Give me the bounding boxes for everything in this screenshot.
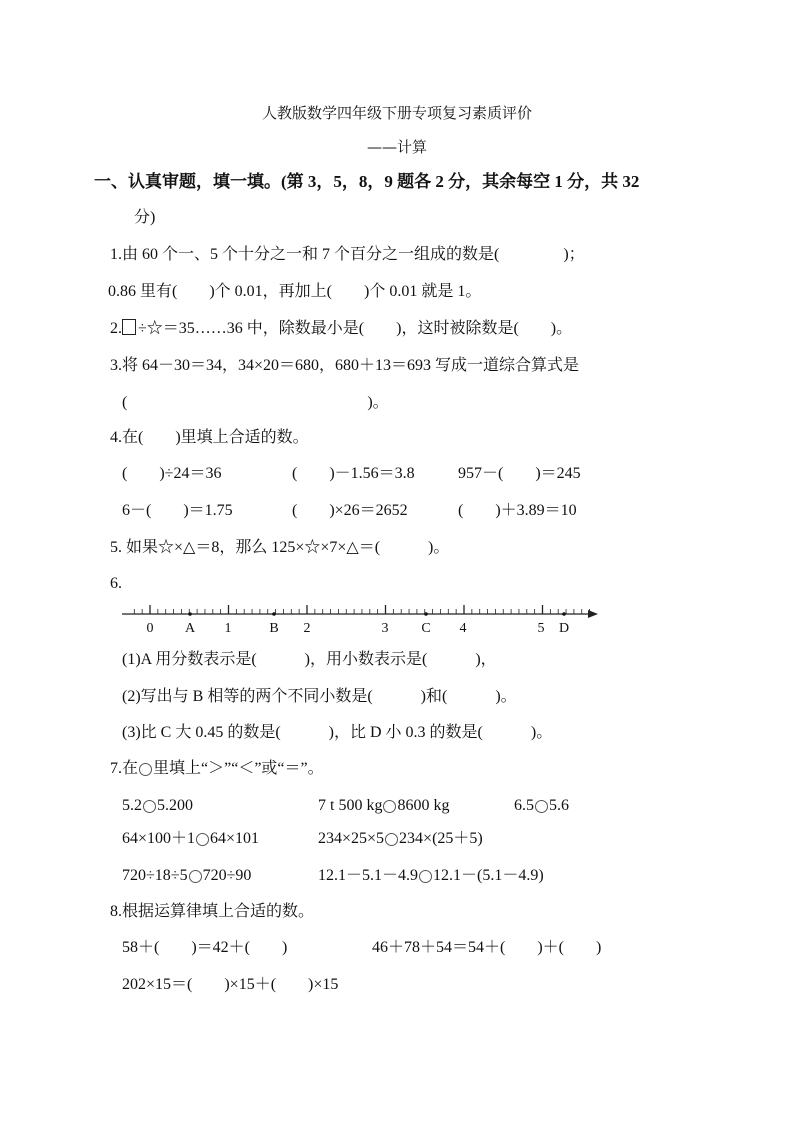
- number-line-label: D: [558, 621, 570, 636]
- q7-right: 5.200: [157, 797, 193, 814]
- q7-left: 5.2: [122, 797, 142, 814]
- q3-line1: 3.将 64－30＝34，34×20＝680，680＋13＝693 写成一道综合算式是: [110, 357, 580, 374]
- number-line-label: 1: [224, 621, 232, 636]
- q7-right: 12.1－(5.1－4.9): [433, 867, 544, 884]
- q7-right: 720÷90: [202, 867, 252, 884]
- number-line-labels: [147, 612, 570, 636]
- q7-item: [318, 829, 483, 849]
- number-line-label: A: [184, 621, 196, 636]
- compare-circle-icon: [419, 870, 432, 883]
- point-marker: [188, 612, 192, 616]
- point-marker: [424, 612, 428, 616]
- point-marker: [272, 612, 276, 616]
- q8-r1c1: 58＋( )＝42＋( ): [122, 939, 288, 956]
- q8-line1: 8.根据运算律填上合适的数。: [110, 903, 315, 920]
- compare-circle-icon: [139, 763, 152, 776]
- number-line-label: 2: [303, 621, 311, 636]
- document-subtitle: ——计算: [366, 138, 427, 156]
- q7-item: [122, 829, 259, 849]
- q3-line2: ( )。: [122, 394, 389, 411]
- q1-line1: 1.由 60 个一、5 个十分之一和 7 个百分之一组成的数是( )；: [110, 246, 585, 263]
- number-line-arrow-icon: [588, 610, 598, 618]
- q7-intro-a: 7.在: [110, 760, 139, 777]
- q7-right: 234×(25＋5): [399, 830, 483, 847]
- q7-right: 5.6: [549, 797, 569, 814]
- q4-r2c1: 6－( )＝1.75: [122, 502, 233, 519]
- document-title: 人教版数学四年级下册专项复习素质评价: [261, 104, 532, 122]
- number-line-ticks: [134, 605, 589, 614]
- compare-circle-icon: [143, 800, 156, 813]
- q6-number: 6.: [110, 575, 122, 592]
- compare-circle-icon: [189, 870, 202, 883]
- q6-sub3: (3)比 C 大 0.45 的数是( )，比 D 小 0.3 的数是( )。: [122, 724, 553, 741]
- q7-item: [122, 866, 251, 886]
- compare-circle-icon: [196, 833, 209, 846]
- number-line-label: 4: [459, 621, 467, 636]
- point-marker: [562, 612, 566, 616]
- compare-circle-icon: [385, 833, 398, 846]
- q6-sub1: (1)A 用分数表示是( )，用小数表示是( )，: [122, 651, 497, 668]
- q5-line: 5. 如果☆×△＝8，那么 125×☆×7×△＝( )。: [110, 539, 450, 556]
- number-line-label: 3: [381, 621, 389, 636]
- q7-intro-b: 里填上“＞”“＜”或“＝”。: [153, 760, 324, 777]
- q4-r1c2: ( )－1.56＝3.8: [292, 465, 415, 482]
- q7-item: [318, 796, 449, 816]
- q1-line2: 0.86 里有( )个 0.01，再加上( )个 0.01 就是 1。: [108, 283, 482, 300]
- q7-left: 7 t 500 kg: [318, 797, 383, 814]
- section-heading-cont: 分): [134, 209, 156, 226]
- number-line-label: 0: [146, 621, 154, 636]
- compare-circle-icon: [383, 800, 396, 813]
- q7-left: 6.5: [514, 797, 534, 814]
- q7-left: 234×25×5: [318, 830, 385, 847]
- q7-item: [514, 796, 569, 816]
- compare-circle-icon: [535, 800, 548, 813]
- q7-left: 720÷18÷5: [122, 867, 188, 884]
- number-line-label: B: [269, 621, 279, 636]
- q4-r1c3: 957－( )＝245: [458, 465, 581, 482]
- q8-r1c2: 46＋78＋54＝54＋( )＋( ): [372, 939, 602, 956]
- q8-r2c1: 202×15＝( )×15＋( )×15: [122, 976, 339, 993]
- section-heading: 一、认真审题，填一填。(第 3，5，8，9 题各 2 分，其余每空 1 分，共 32: [94, 172, 640, 191]
- q2-number: 2.: [110, 320, 122, 337]
- q4-r1c1: ( )÷24＝36: [122, 465, 222, 482]
- number-line-label: C: [421, 621, 431, 636]
- q6-sub2: (2)写出与 B 相等的两个不同小数是( )和( )。: [122, 688, 517, 705]
- q7-right: 64×101: [210, 830, 260, 847]
- q7-left: 64×100＋1: [122, 830, 196, 847]
- q7-intro: [110, 759, 324, 779]
- q7-item: [318, 866, 544, 886]
- q4-r2c3: ( )＋3.89＝10: [458, 502, 577, 519]
- q7-right: 8600 kg: [397, 797, 450, 814]
- q4-r2c2: ( )×26＝2652: [292, 502, 408, 519]
- q7-left: 12.1－5.1－4.9: [318, 867, 419, 884]
- number-line-label: 5: [537, 621, 545, 636]
- q4-line1: 4.在( )里填上合适的数。: [110, 429, 309, 446]
- q2-text: ÷☆＝35……36 中，除数最小是( )，这时被除数是( )。: [138, 320, 573, 337]
- q7-item: [122, 796, 193, 816]
